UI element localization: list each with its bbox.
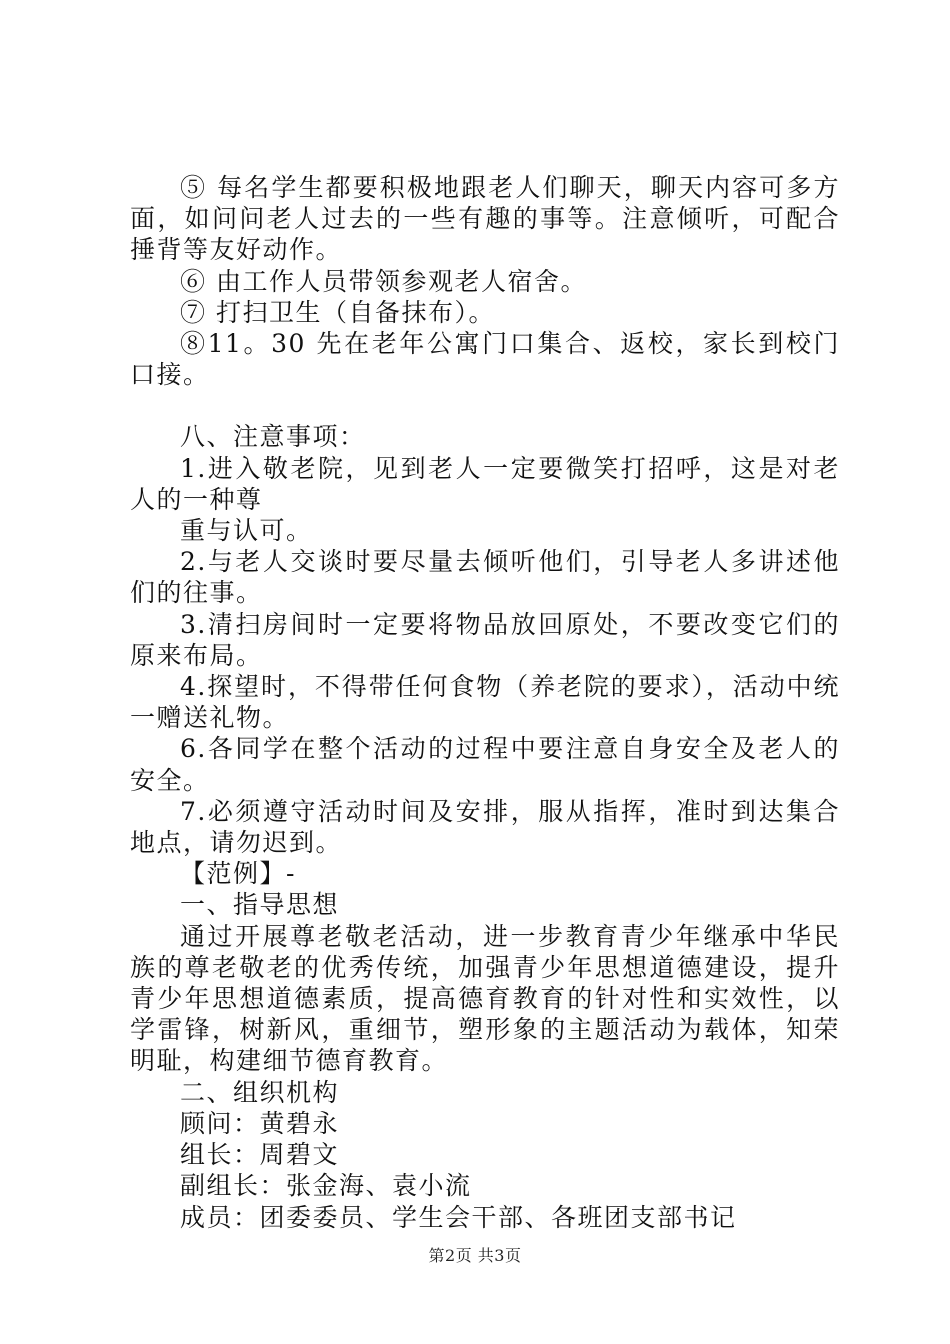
note-item-1: 1.进入敬老院，见到老人一定要微笑打招呼，这是对老人的一种尊 [130, 453, 840, 514]
note-item-1-continued: 重与认可。 [180, 516, 313, 546]
guiding-thought-paragraph: 通过开展尊老敬老活动，进一步教育青少年继承中华民族的尊老敬老的优秀传统，加强青少年思想道德建设，提升青少年思想道德素质，提高德育教育的针对性和实效性，以学雷锋，树新风，重细节，塑形象的主题活动为载体，知荣明耻，构建细节德育教育。 [130, 921, 840, 1076]
document-body [130, 172, 840, 1233]
list-item-6: ⑥ 由工作人员带领参观老人宿舍。 [180, 266, 587, 296]
advisor-line: 顾问：黄碧永 [180, 1108, 340, 1138]
paragraph-gap [130, 390, 840, 421]
section-heading-notes: 八、注意事项： [180, 422, 366, 452]
note-item-7: 7.必须遵守活动时间及安排，服从指挥，准时到达集合地点，请勿迟到。 [130, 796, 840, 858]
page-footer: 第2页 共3页 [428, 1246, 522, 1265]
list-item-5: ⑤ 每名学生都要积极地跟老人们聊天，聊天内容可多方面，如问问老人过去的一些有趣的事等。注意倾听，可配合捶背等友好动作。 [130, 173, 840, 265]
example-label: 【范例】- [180, 859, 296, 889]
note-item-2: 2.与老人交谈时要尽量去倾听他们，引导老人多讲述他们的往事。 [130, 547, 840, 608]
note-item-3: 3.清扫房间时一定要将物品放回原处，不要改变它们的原来布局。 [130, 609, 840, 670]
section-heading-organization: 二、组织机构 [180, 1077, 340, 1107]
members-line: 成员：团委委员、学生会干部、各班团支部书记 [180, 1202, 737, 1232]
section-heading-guiding-thought: 一、指导思想 [180, 890, 340, 920]
deputy-leader-line: 副组长：张金海、袁小流 [180, 1171, 472, 1201]
note-item-4: 4.探望时，不得带任何食物（养老院的要求），活动中统一赠送礼物。 [130, 672, 840, 733]
list-item-8: ⑧11。30 先在老年公寓门口集合、返校，家长到校门口接。 [130, 329, 840, 390]
leader-line: 组长：周碧文 [180, 1140, 340, 1170]
note-item-6: 6.各同学在整个活动的过程中要注意自身安全及老人的安全。 [130, 734, 840, 795]
list-item-7: ⑦ 打扫卫生（自备抹布）。 [180, 297, 495, 327]
